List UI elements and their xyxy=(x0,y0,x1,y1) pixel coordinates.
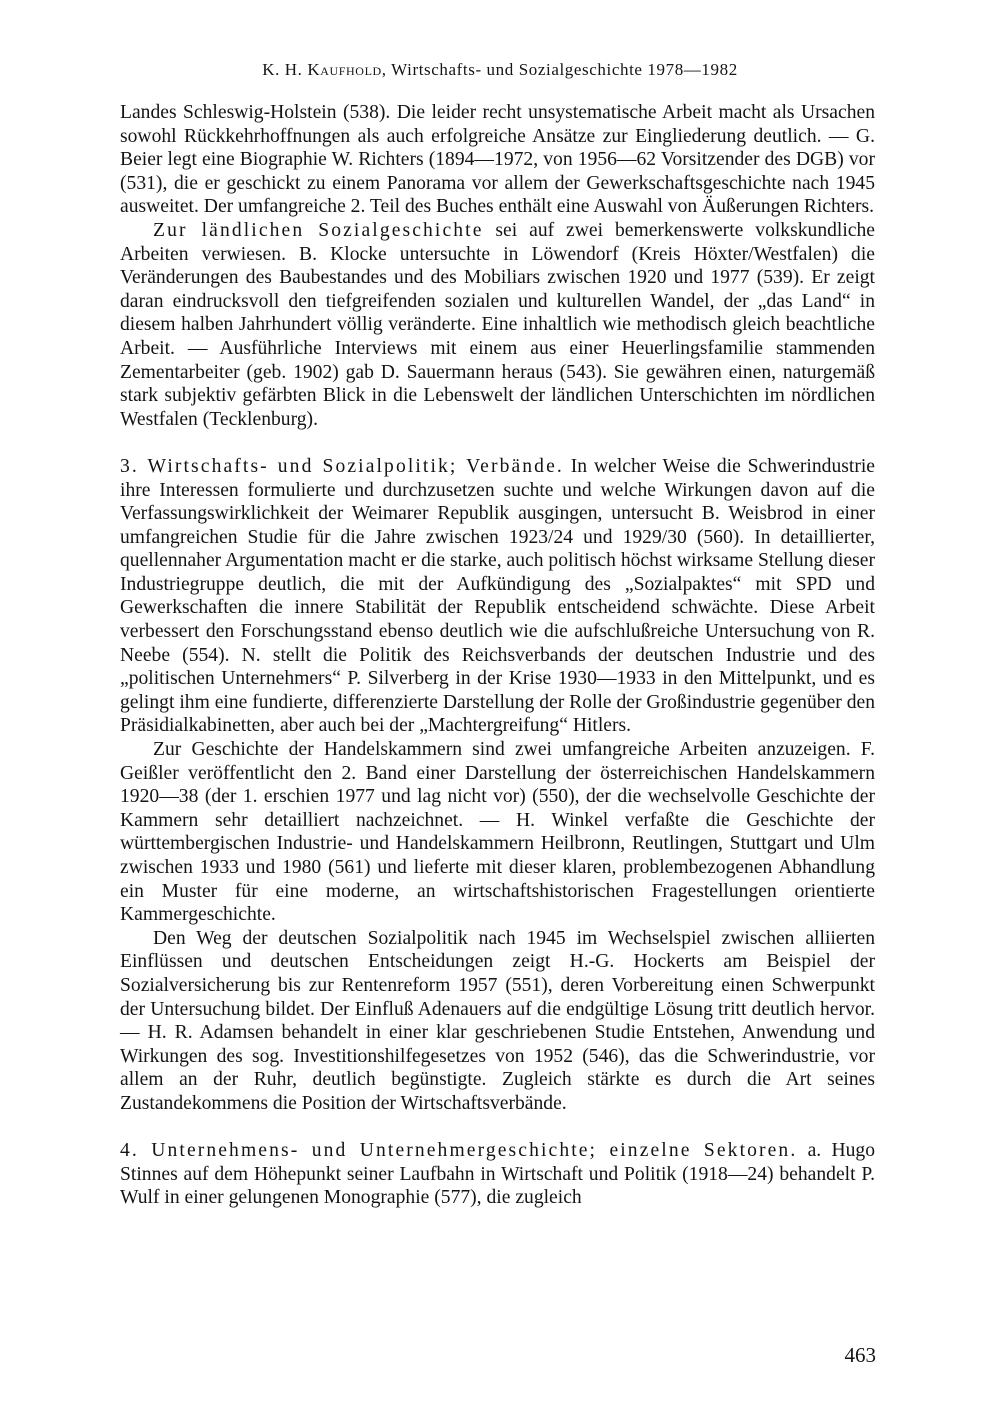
page-number: 463 xyxy=(844,1343,876,1367)
section-3-text: In welcher Weise die Schwerindustrie ihre Interessen formulierte und durchzusetzen suchte und welche Wirkungen davon auf die Verfassungswirklichkeit der Weimarer Republik ausgingen, untersucht B. Weisbrod in einer umfangreichen Studie für die Jahre zwischen 1923/24 und 1929/30 (560). In detaillierter, quellennaher Argumentation macht er die starke, auch politisch höchst wirksame Stellung dieser Industriegruppe deutlich, die mit der Aufkündigung des „Sozialpaktes“ mit SPD und Gewerkschaften die innere Stabilität der Republik entscheidend schwächte. Diese Arbeit verbessert den Forschungsstand ebenso deutlich wie die aufschlußreiche Untersuchung von R. Neebe (554). N. stellt die Politik des Reichsverbands der deutschen Industrie und des „politischen Unternehmers“ P. Silverberg in der Krise 1930—1933 in den Mittelpunkt, und es gelingt ihm eine fundierte, differenzierte Darstellung der Rolle der Großindustrie gegenüber den Präsidialkabinetten, aber auch bei der „Machtergreifung“ Hitlers. xyxy=(120,455,875,737)
section-4-text: a. Hugo Stinnes auf dem Höhepunkt seiner Laufbahn in Wirtschaft und Politik (1918—24) behandelt P. Wulf in einer gelungenen Monographie (577), die zugleich xyxy=(120,1140,875,1209)
section-4-heading: 4. Unternehmens- und Unternehmergeschichte; einzelne Sektoren. xyxy=(120,1140,798,1162)
paragraph-5 xyxy=(120,927,875,1116)
paragraph-2-heading: Zur ländlichen Sozialgeschichte xyxy=(153,219,484,241)
header-author: K. H. Kaufhold, xyxy=(262,60,387,79)
running-head xyxy=(0,60,1000,80)
section-4 xyxy=(120,1139,875,1210)
section-3-heading: 3. Wirtschafts- und Sozialpolitik; Verbände. xyxy=(120,455,564,477)
paragraph-2 xyxy=(120,219,875,431)
paragraph-2-text: sei auf zwei bemerkenswerte volkskundliche Arbeiten verwiesen. B. Klocke untersuchte in Löwendorf (Kreis Höxter/Westfalen) die Veränderungen des Baubestandes und des Mobiliars zwischen 1920 und 1977 (539). Er zeigt daran eindrucksvoll den tiefgreifenden sozialen und kulturellen Wandel, der „das Land“ in diesem halben Jahrhundert völlig veränderte. Eine inhaltlich wie methodisch gleich beachtliche Arbeit. — Ausführliche Interviews mit einem aus einer Heuerlingsfamilie stammenden Zementarbeiter (geb. 1902) gab D. Sauermann heraus (543). Sie gewähren einen, naturgemäß stark subjektiv gefärbten Blick in die Lebenswelt der ländlichen Unterschichten im nördlichen Westfalen (Tecklenburg). xyxy=(120,219,875,430)
section-3 xyxy=(120,455,875,738)
body-text xyxy=(120,101,875,1210)
paragraph-1-text: Landes Schleswig-Holstein (538). Die leider recht unsystematische Arbeit macht als Ursachen sowohl Rückkehrhoffnungen als auch erfolgreiche Ansätze zur Eingliederung deutlich. — G. Beier legt eine Biographie W. Richters (1894—1972, von 1956—62 Vorsitzender des DGB) vor (531), die er geschickt zu einem Panorama vor allem der Gewerkschaftsgeschichte nach 1945 ausweitet. Der umfangreiche 2. Teil des Buches enthält eine Auswahl von Äußerungen Richters. xyxy=(120,102,875,218)
paragraph-5-text: Den Weg der deutschen Sozialpolitik nach 1945 im Wechselspiel zwischen alliierten Einflüssen und deutschen Entscheidungen zeigt H.-G. Hockerts am Beispiel der Sozialversicherung bis zur Rentenreform 1957 (551), deren Vorbereitung einen Schwerpunkt der Untersuchung bildet. Der Einfluß Adenauers auf die endgültige Lösung tritt deutlich hervor. — H. R. Adamsen behandelt in einer klar geschriebenen Studie Entstehen, Anwendung und Wirkungen des sog. Investitionshilfegesetzes von 1952 (546), das die Schwerindustrie, vor allem an der Ruhr, deutlich begünstigte. Zugleich stärkte es durch die Art seines Zustandekommens die Position der Wirtschaftsverbände. xyxy=(120,927,875,1114)
paragraph-4 xyxy=(120,738,875,927)
paragraph-1 xyxy=(120,101,875,219)
paragraph-4-text: Zur Geschichte der Handelskammern sind zwei umfangreiche Arbeiten anzuzeigen. F. Geißler veröffentlicht den 2. Band einer Darstellung der österreichischen Handelskammern 1920—38 (der 1. erschien 1977 und lag nicht vor) (550), der die wechselvolle Geschichte der Kammern sehr detailliert nachzeichnet. — H. Winkel verfaßte die Geschichte der württembergischen Industrie- und Handelskammern Heilbronn, Reutlingen, Stuttgart und Ulm zwischen 1933 und 1980 (561) und lieferte mit dieser klaren, problembezogenen Abhandlung ein Muster für eine moderne, an wirtschaftshistorischen Fragestellungen orientierte Kammergeschichte. xyxy=(120,739,875,926)
header-title: Wirtschafts- und Sozialgeschichte 1978—1982 xyxy=(391,60,738,79)
